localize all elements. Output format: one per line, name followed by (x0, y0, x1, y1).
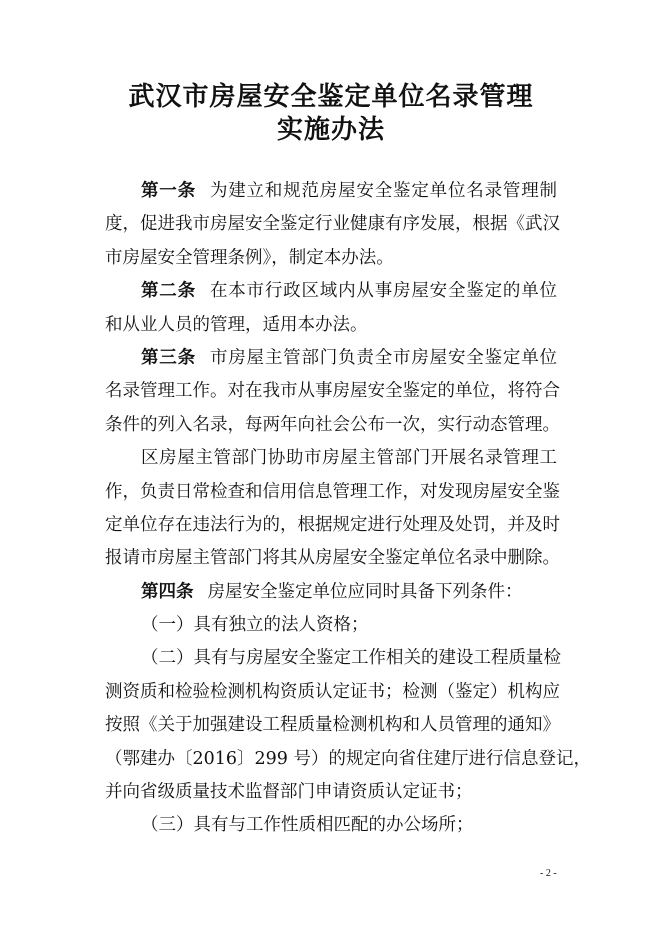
article-heading: 第一条 (141, 181, 196, 201)
text-line (105, 275, 557, 308)
line-text: 并向省级质量技术监督部门申请资质认定证书； (105, 782, 473, 803)
line-text: （一）具有独立的法人资格； (141, 615, 369, 636)
text-line (105, 776, 557, 809)
document-body (105, 175, 591, 843)
text-line (105, 509, 560, 542)
line-text: 市房屋主管部门负责全市房屋安全鉴定单位 (209, 347, 558, 368)
text-line (105, 208, 560, 241)
text-line (105, 743, 591, 776)
article-heading: 第三条 (141, 347, 196, 368)
line-text: 按照《关于加强建设工程质量检测机构和人员管理的通知》 (105, 715, 560, 736)
line-text: 名录管理工作。对在我市从事房屋安全鉴定的单位，将符合 (105, 381, 560, 402)
line-text: （鄂建办〔2016〕299 号）的规定向省住建厅进行信息登记， (105, 748, 591, 769)
line-text: （三）具有与工作性质相匹配的办公场所； (141, 815, 474, 836)
line-text: 和从业人员的管理，适用本办法。 (105, 314, 368, 335)
text-line (105, 242, 557, 275)
text-line (105, 476, 560, 509)
line-text: 市房屋安全管理条例》，制定本办法。 (105, 247, 394, 268)
article-heading: 第四条 (141, 581, 194, 602)
text-line (105, 642, 561, 675)
line-text: 房屋安全鉴定单位应同时具备下列条件： (207, 581, 523, 602)
document-title-line-1: 武汉市房屋安全鉴定单位名录管理 (128, 82, 534, 112)
line-text: 在本市行政区域内从事房屋安全鉴定的单位 (209, 281, 558, 302)
line-text: 作，负责日常检查和信用信息管理工作，对发现房屋安全鉴 (105, 481, 560, 502)
text-line (105, 709, 560, 742)
text-line (105, 409, 560, 442)
text-line (105, 175, 557, 208)
document-title-line-2: 实施办法 (276, 115, 385, 145)
text-line (105, 676, 560, 709)
line-text: 测资质和检验检测机构资质认定证书；检测（鉴定）机构应 (105, 681, 560, 702)
text-line (105, 609, 557, 642)
text-line (105, 576, 557, 609)
line-text: 报请市房屋主管部门将其从房屋安全鉴定单位名录中删除。 (105, 548, 560, 569)
line-text: 定单位存在违法行为的，根据规定进行处理及处罚，并及时 (105, 514, 560, 535)
article-heading: 第二条 (141, 281, 196, 302)
text-line (105, 442, 557, 475)
line-text: 度，促进我市房屋安全鉴定行业健康有序发展，根据《武汉 (105, 214, 560, 235)
text-line (105, 342, 557, 375)
line-text: 条件的列入名录，每两年向社会公布一次，实行动态管理。 (105, 414, 560, 435)
text-line (105, 542, 560, 575)
line-text: 为建立和规范房屋安全鉴定单位名录管理制 (209, 181, 558, 201)
text-line (105, 375, 560, 408)
line-text: （二）具有与房屋安全鉴定工作相关的建设工程质量检 (141, 648, 561, 669)
page-number: - 2 - (540, 868, 557, 879)
text-line (105, 309, 557, 342)
text-line (105, 809, 557, 842)
line-text: 区房屋主管部门协助市房屋主管部门开展名录管理工 (141, 448, 557, 469)
